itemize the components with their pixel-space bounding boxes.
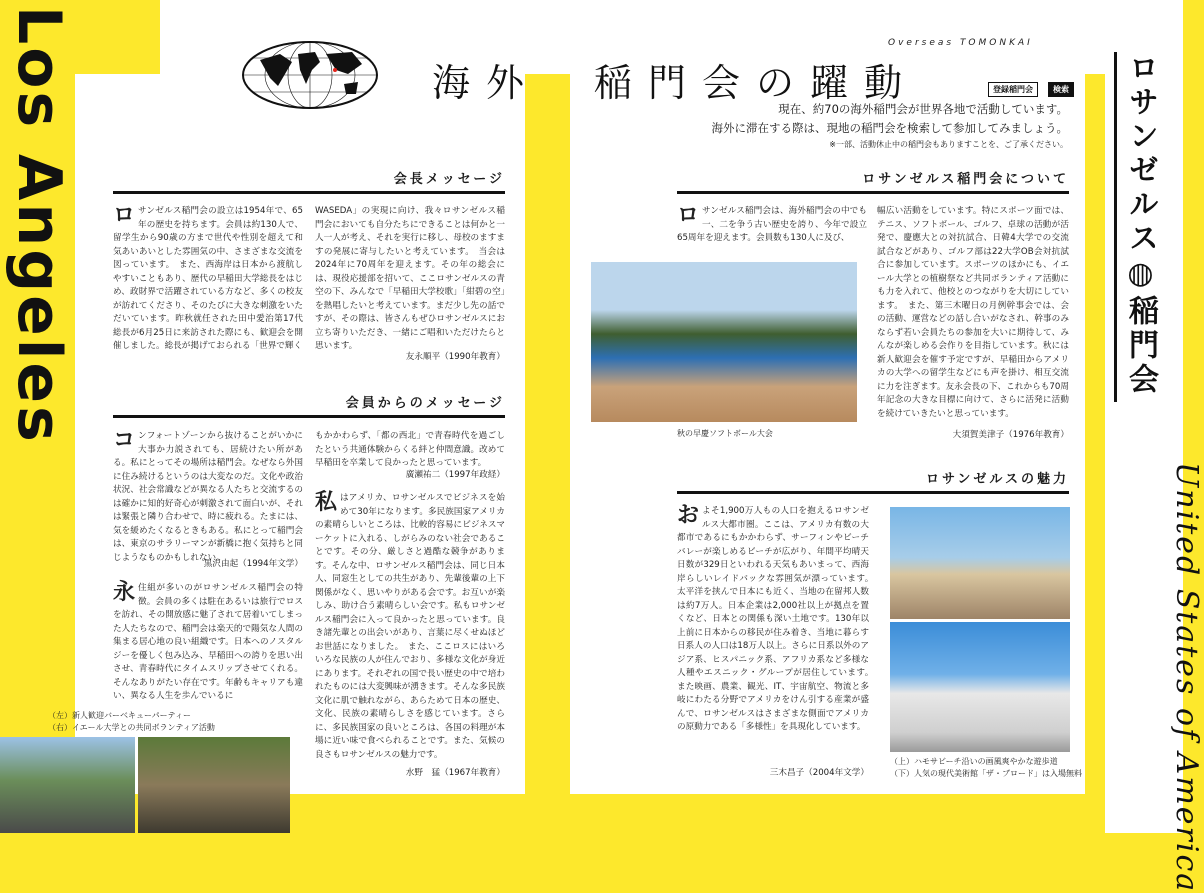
about-sig: 大須賀美津子（1976年教育） [952,430,1069,440]
about-col1 [677,205,867,247]
drop-cap: お [677,503,700,528]
caption-left1: （左）新人歓迎バーベキューパーティー [48,711,191,720]
caption-left2: （右）イエール大学との共同ボランティア活動 [48,723,215,732]
member1-text: ンフォートゾーンから抜けることがいかに大事か力説されても、居続けたい所がある。私にとってその場所は稲門会。なぜなら外国に住み続けるというのは大変なのだ。文化や政治状況、社会常識などが異なる人たちと交流するのは確かに知的好奇心が刺激されて面白いが、それは緊張と隣り合わせで、時に疲れる。たまには、気を緩めたくなるときもある。私にとって稲門会は、東京のサラリーマンが新橋に抱く気持ちと同じようなものかもしれない。 [113,431,303,563]
drop-cap: 私 [315,490,338,515]
drop-cap: 永 [113,580,136,605]
softball-caption: 秋の早慶ソフトボール大会 [677,429,773,438]
world-map-icon [240,40,380,110]
members-heading: 会員からのメッセージ [113,392,505,418]
about-text2: 幅広い活動をしています。特にスポーツ面では、テニス、ソフトボール、ゴルフ、卓球の活動が活発で、慶應大との対抗試合、日韓4大学での交流試合などがあり、ゴルフ部は22大学OB会対抗試合に参加しています。スポーツのほかにも、イエール大学との植樹祭など共同ボランティア活動にも力を入れて、他校とのつながりを大切にしています。 また、第三木曜日の月例幹事会では、会の活動、運営などの話し合いがなされ、幹事のみならず若い会員たちの参加を大いに期待して、みんなが楽しめる会作りを目指しています。秋には新人歓迎会を催す予定ですが、早稲田からアメリカの大学への留学生などにも声を掛け、相互交流に力を注ぎます。友永会長の下、これからも70周年記念の大きな目標に向けて、さらに活発に活動を続けていきたいと思っています。 [877,206,1069,419]
intro [712,100,1069,152]
photo-caption-left [48,710,215,734]
charm-caption [890,756,1082,780]
member2-sig: 廣瀬祐二（1997年政経） [405,470,505,480]
member2-text: 住組が多いのがロサンゼルス稲門会の特徴。会員の多くは駐在あるいは旅行でロスを訪れ、その開放感に魅了されて居着いてしまった人たちなので、稲門会は楽天的で陽気な人間の集まる居心地の良い組織です。日本へのノスタルジーを優しく包み込み、早稲田への誇りを思い出させ、青春時代にタイムスリップさせてくれる。そんなありがたい存在です。年齢もキャリアも違い、異なる人生を歩んでいるに [113,583,303,701]
charm-cap2: （下）人気の現代美術館「ザ・ブロード」は入場無料 [890,769,1082,778]
member1 [113,428,303,563]
member2-text-cont: もかかわらず、「都の西北」で青春時代を過ごしたという共通体験からくる絆と仲間意識。改めて早稲田を卒業して良かったと思っています。 [315,431,505,468]
president-col1 [113,205,303,360]
charm-heading: ロサンゼルスの魅力 [677,468,1069,494]
member3 [315,492,505,764]
drop-cap: コ [113,428,136,453]
intro-line1: 現在、約70の海外稲門会が世界各地で活動しています。 [778,102,1068,116]
president-sig: 友永順平（1990年教育） [405,352,505,362]
registered-badge: 登録稲門会 [988,82,1038,97]
search-badge[interactable]: 検索 [1048,82,1074,97]
intro-line2: 海外に滞在する際は、現地の稲門会を検索して参加してみましょう。 [711,121,1068,135]
member3-text: はアメリカ、ロサンゼルスでビジネスを始めて30年になります。多民族国家アメリカの素晴らしいところは、比較的容易にビジネスマーケットに入れる、しがらみのない社会であることです。その分、厳しさと過酷な競争があります。そんな中、ロサンゼルス稲門会は、同じ日本人、同窓生としての共生があり、先輩後輩の上下関係がなく、思いやりがある会です。お互いが楽しみ、助け合う素晴らしい会です。私もロサンゼルス稲門会に入って良かったと思っています。良き諸先輩との出会いがあり、言葉に尽くせぬほどお世話になりました。 また、ここロスにはいろいろな民族の人が住んでおり、多様な文化が身近にあります。それぞれの国で長い歴史の中で培われたものには大変興味が湧きます。そんな多民族文化に肌で触れながら、あらためて日本の歴史、文化、民族の素晴らしさを感じています。さらに、多民族国家の良いところは、各国の料理が本場に近い味で食べられることです。また、気候の良さもロサンゼルスの魅力です。 [315,493,505,760]
header-eng: Overseas TOMONKAI [888,38,1033,48]
charm-body: よそ1,900万人もの人口を抱えるロサンゼルス大都市圏。ここは、アメリカ有数の大都市であるにもかかわらず、サーフィンやビーチバレーが楽しめるビーチが広がり、年間平均晴天日数が329日といわれる天気もあいまって、西海岸らしいレイドバックな雰囲気が漂っています。 太平洋を挟んで日本にも近く、当地の在留邦人数は約7万人。日本企業は2,000社以上が拠点を置くなど、日本との関係も深い土地です。130年以上前に日本からの移民が住み着き、当地に暮らす日系人の人口は18万人以上。さらに日系以外のアジア系、ヒスパニック系、アフリカ系など多様な人種やエスニック・グループが居住しています。 また映画、農業、観光、IT、宇宙航空、物流と多岐にわたる分野でアメリカをけん引する産業が盛んで、ロサンゼルスはさまざまな側面でアメリカの原動力である「多様性」を具現化しています。 [677,506,878,732]
charm-sig: 三木昌子（2004年文学） [769,768,869,778]
member2-cont [315,430,505,470]
charm-cap1: （上）ハモサビーチ沿いの画風爽やかな遊歩道 [890,757,1058,766]
member3-sig: 水野 猛（1967年教育） [405,768,505,778]
member1-sig: 黒沢由起（1994年文学） [203,559,303,569]
page-title: 海外 稲門会の躍動 [432,61,919,105]
broad-museum-photo [890,622,1070,752]
member2 [113,582,303,700]
charm-text [677,503,878,763]
vertical-rule [1114,52,1117,402]
vertical-label: ロサンゼルス◍稲門会 [1123,52,1158,397]
about-heading: ロサンゼルス稲門会について [677,168,1069,194]
drop-cap: ロ [677,203,700,228]
about-col2 [877,205,1069,427]
side-country: United States of America [1169,462,1204,893]
beach-walk-photo [890,507,1070,619]
bbq-photo [0,737,135,833]
president-heading: 会長メッセージ [113,168,505,194]
president-text2: WASEDA」の実現に向け、我々ロサンゼルス稲門会においても自分たちにできることは何かと一人一人が考え、それを実行に移し、母校のますますの発展に寄与したいと考えています。 当会は2024年に70周年を迎えます。その年の総会には、現役応援部を招いて、ここロサンゼルスの青空の下、みんなで「早稲田大学校歌」「紺碧の空」を熱唱したいと考えています。まだ少し先の話ですが、その際は、皆さんもぜひロサンゼルスにお立ち寄りいただき、一緒にご唱和いただけたらと思います。 [315,206,505,351]
side-title: Los Angeles [4,6,74,445]
president-text1: サンゼルス稲門会の設立は1954年で、65年の歴史を持ちます。会員は約130人で、留学生から90歳の方まで世代や性別を超えて和気あいあいとした雰囲気の中、さまざまな交流を図っています。 また、西海岸は日本から渡航しやすいこともあり、歴代の早稲田大学総長をはじめ、政財界で活躍されている方など、多くの校友が訪れてくださり、そのたびに大きな刺激をいただいています。昨秋就任された田中愛治第17代総長が6月25日に来訪された際にも、歓迎会を開催しました。総長が掲げておられる「世界で輝く [113,206,303,351]
about-text1: サンゼルス稲門会は、海外稲門会の中でも一、二を争う古い歴史を誇り、今年で設立65周年を迎えます。会員数も130人に及び、 [677,206,867,243]
softball-photo [591,262,857,422]
drop-cap: ロ [113,203,136,228]
volunteer-photo [138,737,290,833]
president-col2 [315,205,505,350]
intro-note: ※一部、活動休止中の稲門会もありますことを、ご了承ください。 [829,140,1068,149]
